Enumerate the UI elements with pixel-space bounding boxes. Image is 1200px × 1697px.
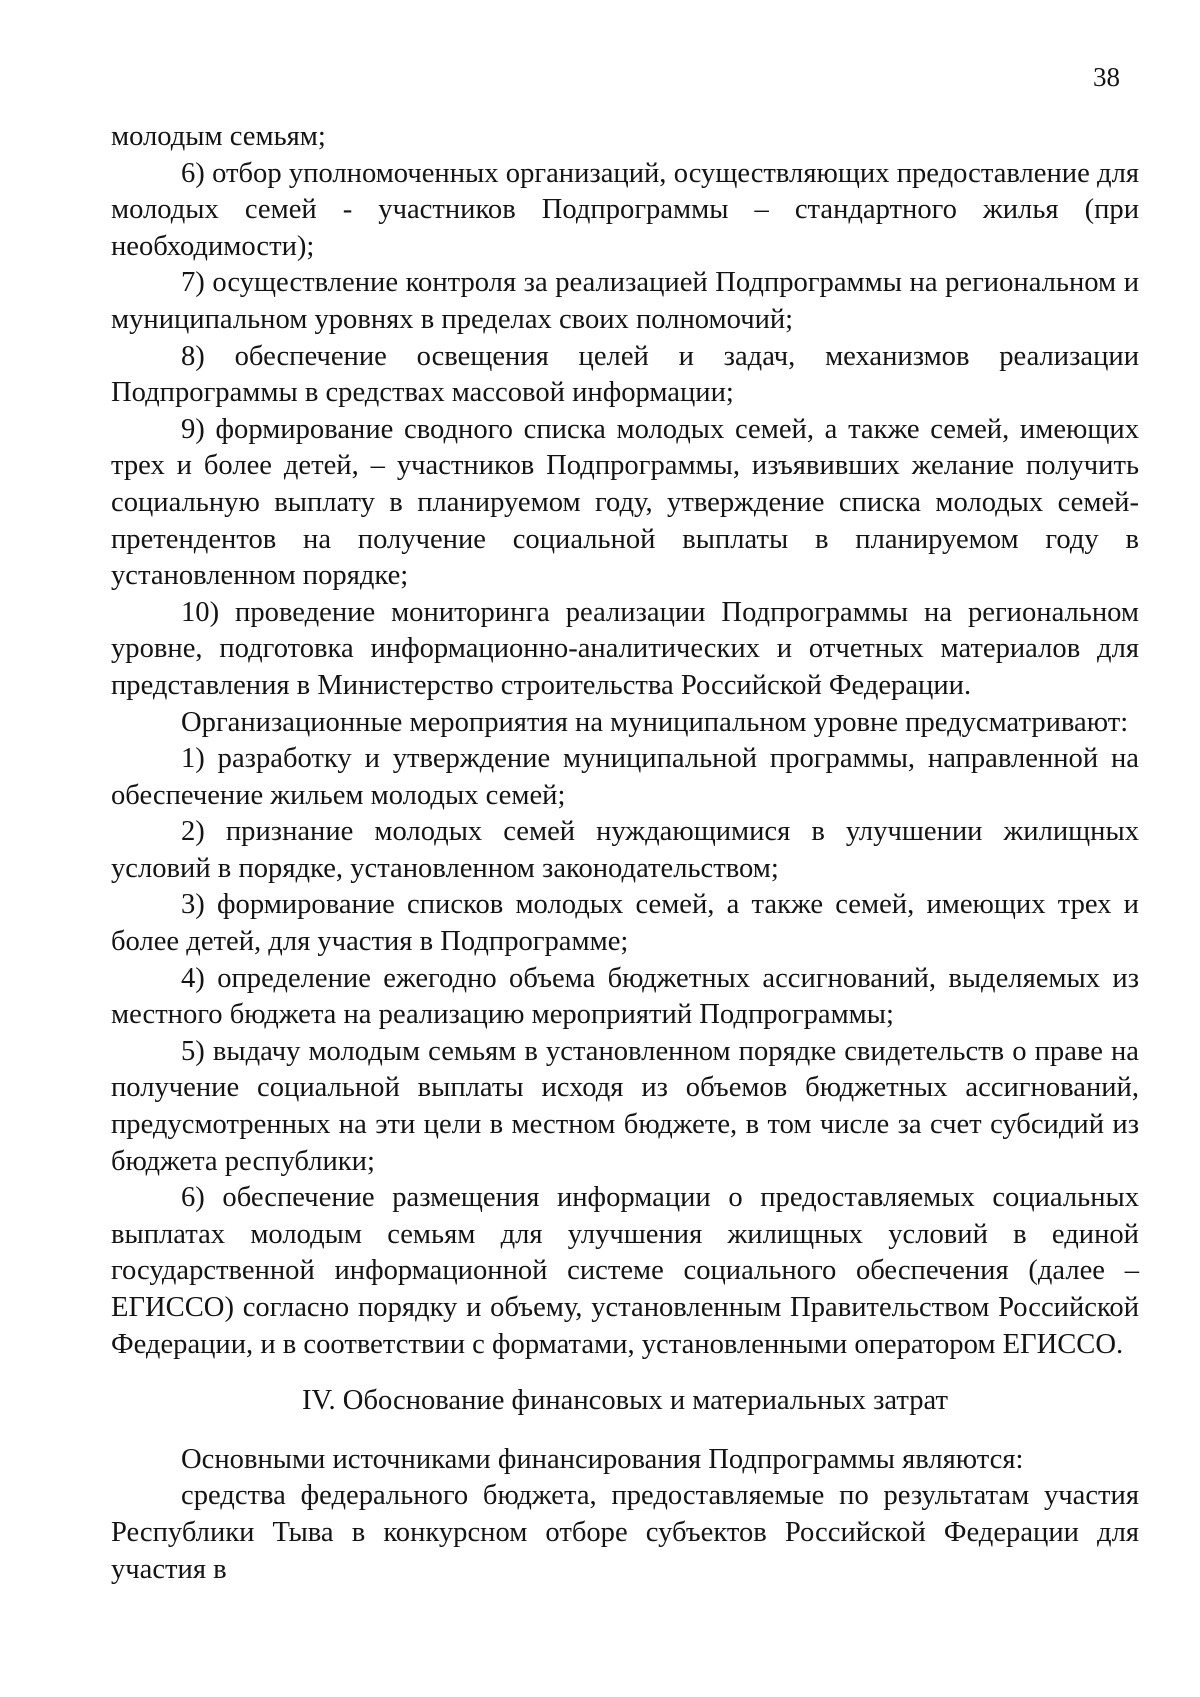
paragraph: 7) осуществление контроля за реализацией Подпрограммы на региональном и муниципальном уровнях в пределах своих полномочий; [111, 267, 1139, 335]
paragraph: 3) формирование списков молодых семей, а также семей, имеющих трех и более детей, для участия в Подпрограмме; [111, 889, 1139, 958]
paragraph: Организационные мероприятия на муниципальном уровне предусматривают: [181, 706, 1129, 738]
paragraph: Основными источниками финансирования Подпрограммы являются: [181, 1443, 1024, 1475]
paragraph: 10) проведение мониторинга реализации Подпрограммы на региональном уровне, подготовка информационно-аналитических и отчетных материалов для представления в Министерство строительства Российской Федерации. [111, 596, 1139, 701]
paragraph: 6) обеспечение размещения информации о предоставляемых социальных выплатах молодым семьям для улучшения жилищных условий в единой государственной информационной системе социального обеспечения (далее – ЕГИССО) согласно порядку и объему, установленным Правительством Российской Федерации, и в соответствии с форматами, установленными оператором ЕГИССО. [111, 1182, 1139, 1360]
paragraph: 8) обеспечение освещения целей и задач, механизмов реализации Подпрограммы в средствах массовой информации; [111, 340, 1139, 409]
paragraph: молодым семьям; [111, 121, 326, 152]
section-heading: IV. Обоснование финансовых и материальных затрат [302, 1385, 948, 1417]
document-body [111, 119, 1139, 1588]
paragraph: 6) отбор уполномоченных организаций, осуществляющих предоставление для молодых семей - участников Подпрограммы – стандартного жилья (при необходимости); [111, 157, 1139, 262]
paragraph: 4) определение ежегодно объема бюджетных ассигнований, выделяемых из местного бюджета на реализацию мероприятий Подпрограммы; [111, 962, 1139, 1031]
paragraph: 1) разработку и утверждение муниципальной программы, направленной на обеспечение жильем молодых семей; [111, 743, 1139, 811]
paragraph: 9) формирование сводного списка молодых семей, а также семей, имеющих трех и более детей, – участников Подпрограммы, изъявивших желание получить социальную выплату в планируемом году, утверждение списка молодых семей-претендентов на получение социальной выплаты в планируемом году в установленном порядке; [111, 413, 1139, 592]
page-number: 38 [1093, 62, 1120, 92]
paragraph: средства федерального бюджета, предоставляемые по результатам участия Республики Тыва в конкурсном отборе субъектов Российской Федерации для участия в [111, 1480, 1139, 1585]
paragraph: 5) выдачу молодым семьям в установленном порядке свидетельств о праве на получение социальной выплаты исходя из объемов бюджетных ассигнований, предусмотренных на эти цели в местном бюджете, в том числе за счет субсидий из бюджета республики; [111, 1035, 1139, 1177]
paragraph: 2) признание молодых семей нуждающимися в улучшении жилищных условий в порядке, установленном законодательством; [111, 816, 1139, 884]
